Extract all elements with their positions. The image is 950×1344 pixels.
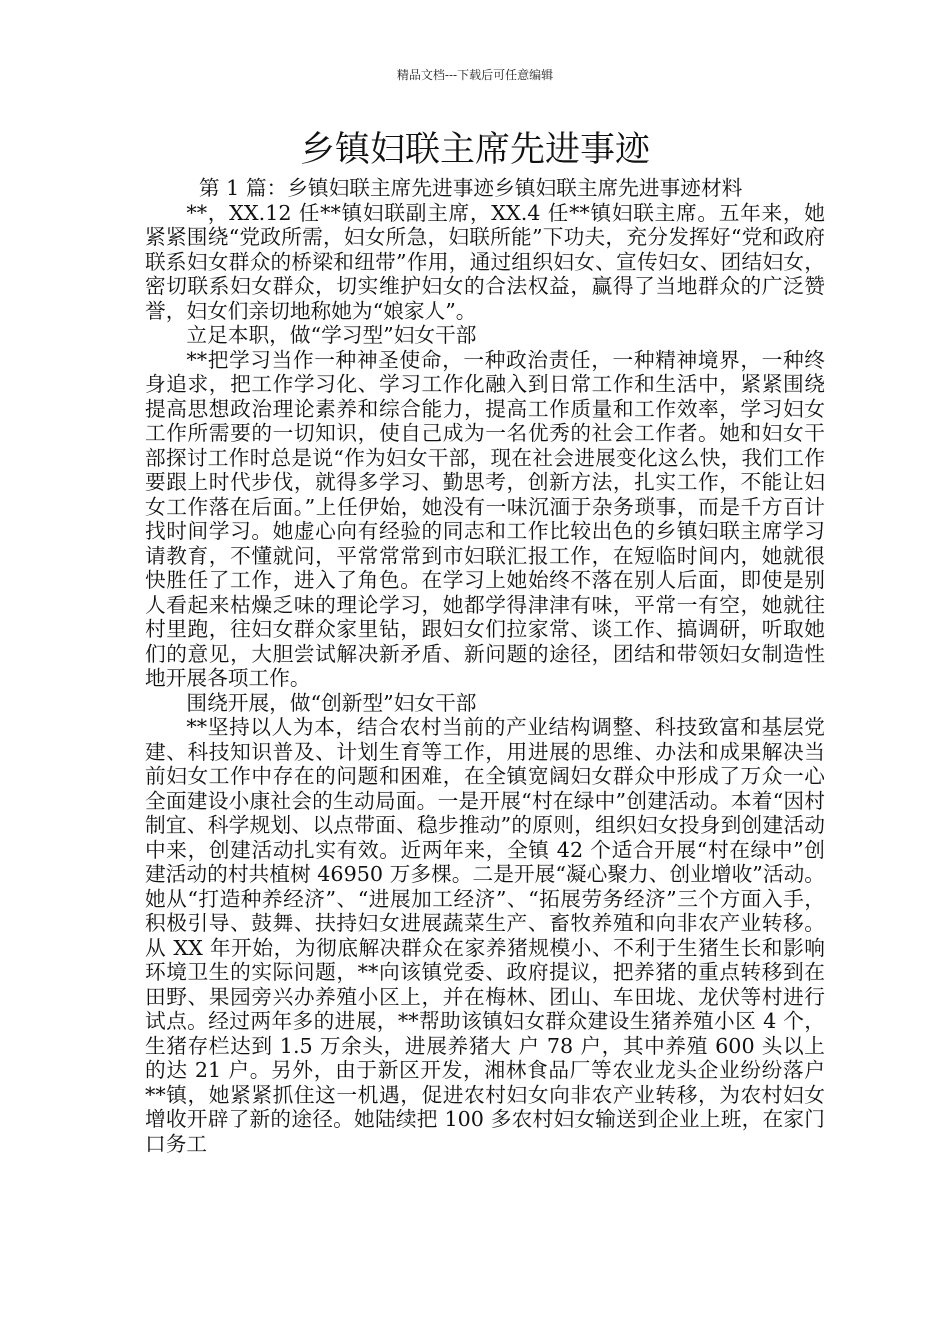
section-heading-innovation: 围绕开展，做“创新型”妇女干部: [186, 690, 477, 715]
page-header: 精品文档---下载后可任意编辑: [396, 68, 554, 82]
paragraph-learning: **把学习当作一种神圣使命，一种政治责任，一种精神境界，一种终身追求，把工作学习化、学习工作化融入到日常工作和生活中，紧紧围绕提高思想政治理论素养和综合能力，提高工作质量和工作效率，学习妇女工作所需要的一切知识，使自己成为一名优秀的社会工作者。她和妇女干部探讨工作时总是说“作为妇女干部，现在社会进展变化这么快，我们工作要跟上时代步伐，就得多学习、勤思考，创新方法，扎实工作，不能让妇女工作落在后面。”上任伊始，她没有一味沉湎于杂务琐事，而是千方百计找时间学习。她虚心向有经验的同志和工作比较出色的乡镇妇联主席学习请教育，不懂就问，平常常常到市妇联汇报工作，在短临时间内，她就很快胜任了工作，进入了角色。在学习上她始终不落在别人后面，即使是别人看起来枯燥乏味的理论学习，她都学得津津有味，平常一有空，她就往村里跑，往妇女群众家里钻，跟妇女们拉家常、谈工作、搞调研，听取她们的意见，大胆尝试解决新矛盾、新问题的途径，团结和带领妇女制造性地开展各项工作。: [145, 347, 825, 690]
subtitle: 第 1 篇：乡镇妇联主席先进事迹乡镇妇联主席先进事迹材料: [198, 176, 743, 200]
document-title: 乡镇妇联主席先进事迹: [299, 130, 650, 170]
section-heading-learning: 立足本职，做“学习型”妇女干部: [186, 323, 477, 347]
paragraph-innovation: **坚持以人为本，结合农村当前的产业结构调整、科技致富和基层党建、科技知识普及、计划生育等工作，用进展的思维、办法和成果解决当前妇女工作中存在的问题和困难，在全镇宽阔妇女群众中形成了万众一心全面建设小康社会的生动局面。一是开展“村在绿中”创建活动。本着“因村制宜、科学规划、以点带面、稳步推动”的原则，组织妇女投身到创建活动中来，创建活动扎实有效。近两年来，全镇 42 个适合开展“村在绿中”创建活动的村共植树 46950 万多棵。二是开展“凝心聚力、创业增收”活动。她从“打造种养经济”、“进展加工经济”、“拓展劳务经济”三个方面入手，积极引导、鼓舞、扶持妇女进展蔬菜生产、畜牧养殖和向非农产业转移。从 XX 年开始，为彻底解决群众在家养猪规模小、不利于生猪生长和影响环境卫生的实际问题，**向该镇党委、政府提议，把养猪的重点转移到在田野、果园旁兴办养殖小区上，并在梅林、团山、车田垅、龙伏等村进行试点。经过两年多的进展，**帮助该镇妇女群众建设生猪养殖小区 4 个，生猪存栏达到 1.5 万余头，进展养猪大 户 78 户，其中养殖 600 头以上的达 21 户。另外，由于新区开发，湘林食品厂等农业龙头企业纷纷落户**镇，她紧紧抓住这一机遇，促进农村妇女向非农产业转移，为农村妇女增收开辟了新的途径。她陆续把 100 多农村妇女输送到企业上班，在家门口务工: [145, 715, 825, 1156]
document-body: [145, 176, 825, 1156]
paragraph-intro: **，XX.12 任**镇妇联副主席，XX.4 任**镇妇联主席。五年来，她紧紧围绕“党政所需，妇女所急，妇联所能”下功夫，充分发挥好“党和政府联系妇女群众的桥梁和纽带”作用，通过组织妇女、宣传妇女、团结妇女，密切联系妇女群众，切实维护妇女的合法权益，赢得了当地群众的广泛赞誉，妇女们亲切地称她为“娘家人”。: [145, 200, 825, 323]
